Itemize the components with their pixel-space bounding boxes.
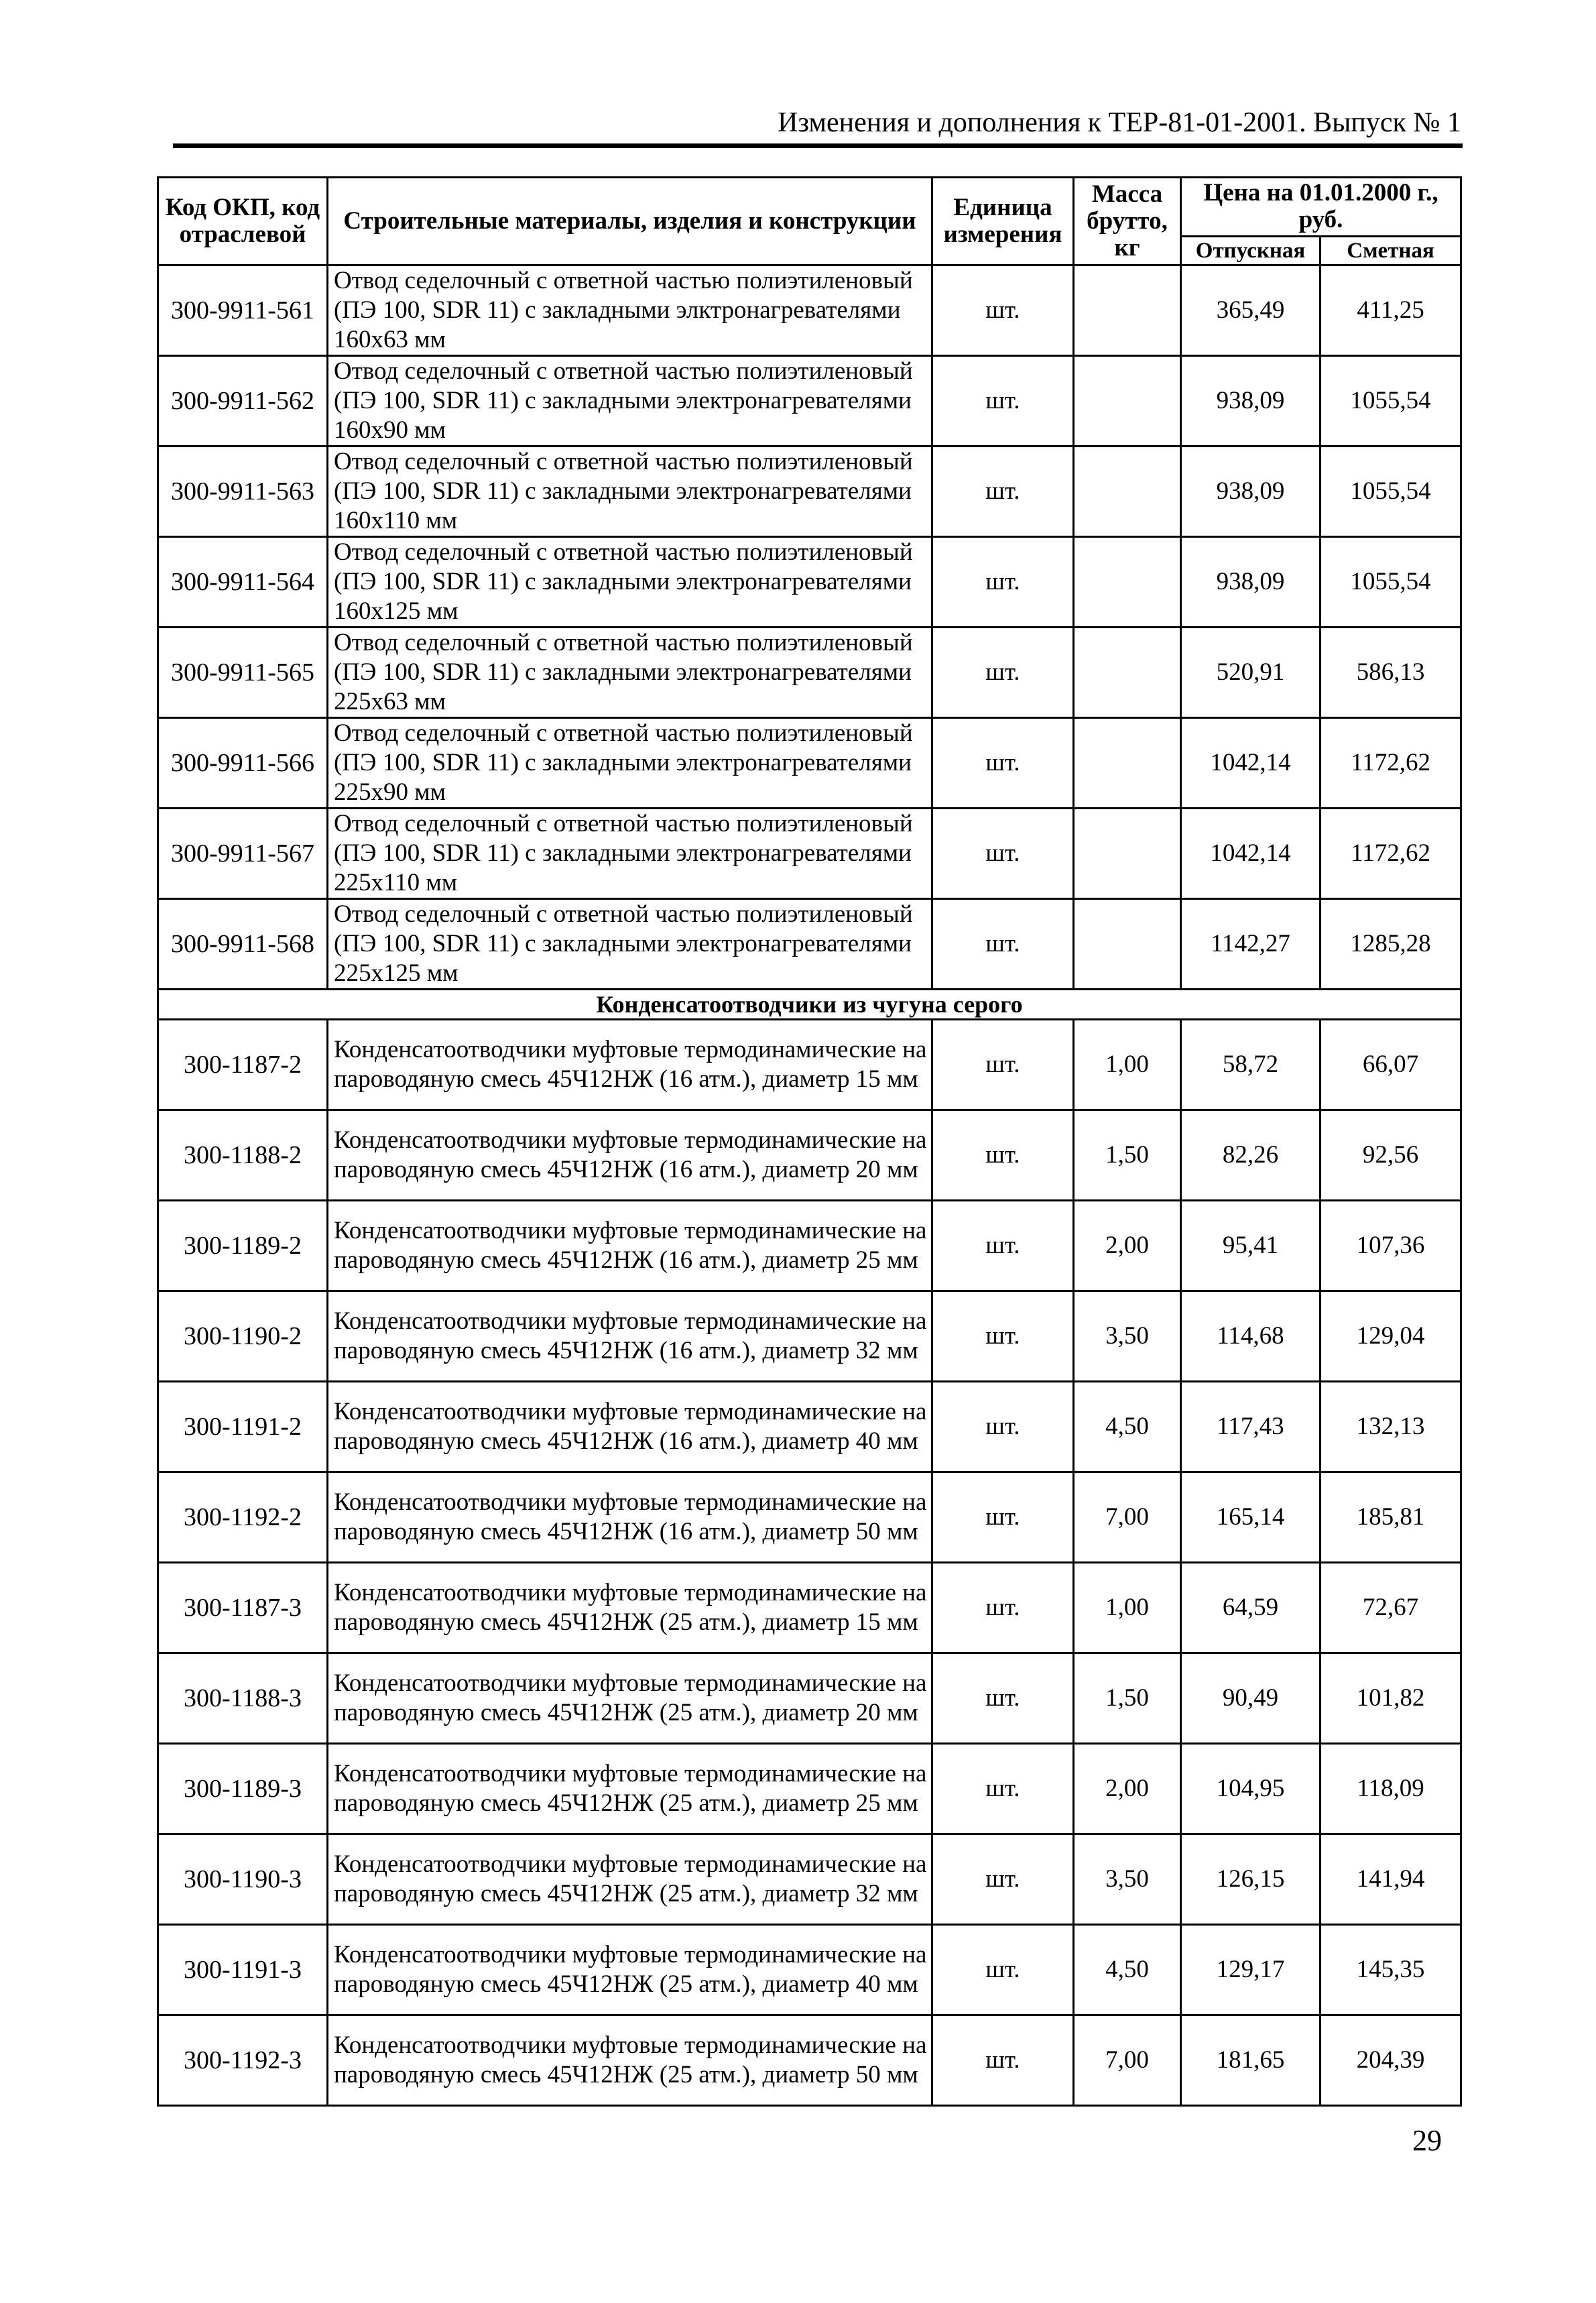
- cell-unit: шт.: [932, 1653, 1074, 1744]
- cell-code: 300-9911-563: [158, 447, 328, 537]
- cell-mass: 4,50: [1074, 1382, 1181, 1472]
- cell-code: 300-9911-564: [158, 537, 328, 628]
- table-row: [158, 1834, 1461, 1925]
- cell-code: 300-1188-2: [158, 1110, 328, 1201]
- table-row: [158, 1201, 1461, 1291]
- cell-mass: [1074, 537, 1181, 628]
- cell-unit: шт.: [932, 1291, 1074, 1382]
- cell-price-release: 126,15: [1181, 1834, 1321, 1925]
- cell-mass: 1,50: [1074, 1110, 1181, 1201]
- cell-code: 300-1189-3: [158, 1744, 328, 1834]
- cell-code: 300-9911-567: [158, 809, 328, 899]
- section-row: [158, 990, 1461, 1020]
- cell-mass: [1074, 447, 1181, 537]
- cell-unit: шт.: [932, 1925, 1074, 2015]
- cell-code: 300-1191-3: [158, 1925, 328, 2015]
- cell-code: 300-1187-3: [158, 1563, 328, 1653]
- cell-mass: 7,00: [1074, 2015, 1181, 2106]
- cell-name: Конденсатоотводчики муфтовые термодинамические на пароводяную смесь 45Ч12НЖ (16 атм.), диаметр 50 мм: [328, 1472, 932, 1563]
- col-header-price-group: Цена на 01.01.2000 г., руб.: [1181, 178, 1461, 237]
- table-row: [158, 537, 1461, 628]
- cell-code: 300-9911-561: [158, 265, 328, 356]
- cell-unit: шт.: [932, 356, 1074, 447]
- cell-mass: [1074, 265, 1181, 356]
- cell-name: Конденсатоотводчики муфтовые термодинамические на пароводяную смесь 45Ч12НЖ (16 атм.), диаметр 15 мм: [328, 1020, 932, 1110]
- cell-code: 300-9911-566: [158, 718, 328, 809]
- table-body-group1: [158, 265, 1461, 990]
- cell-price-estimate: 92,56: [1321, 1110, 1461, 1201]
- table-row: [158, 356, 1461, 447]
- cell-price-release: 181,65: [1181, 2015, 1321, 2106]
- cell-price-release: 114,68: [1181, 1291, 1321, 1382]
- cell-price-release: 58,72: [1181, 1020, 1321, 1110]
- cell-name: Отвод седелочный с ответной частью полиэтиленовый (ПЭ 100, SDR 11) с закладными электронагревателями 160х90 мм: [328, 356, 932, 447]
- cell-name: Конденсатоотводчики муфтовые термодинамические на пароводяную смесь 45Ч12НЖ (16 атм.), диаметр 40 мм: [328, 1382, 932, 1472]
- cell-unit: шт.: [932, 809, 1074, 899]
- cell-unit: шт.: [932, 718, 1074, 809]
- cell-unit: шт.: [932, 628, 1074, 718]
- cell-price-release: 938,09: [1181, 356, 1321, 447]
- cell-price-release: 1042,14: [1181, 809, 1321, 899]
- cell-unit: шт.: [932, 1382, 1074, 1472]
- cell-unit: шт.: [932, 537, 1074, 628]
- cell-code: 300-1187-2: [158, 1020, 328, 1110]
- cell-unit: шт.: [932, 899, 1074, 990]
- cell-name: Конденсатоотводчики муфтовые термодинамические на пароводяную смесь 45Ч12НЖ (25 атм.), диаметр 25 мм: [328, 1744, 932, 1834]
- table-row: [158, 1020, 1461, 1110]
- cell-name: Отвод седелочный с ответной частью полиэтиленовый (ПЭ 100, SDR 11) с закладными электронагревателями 225х63 мм: [328, 628, 932, 718]
- cell-price-estimate: 1055,54: [1321, 537, 1461, 628]
- cell-price-estimate: 1172,62: [1321, 718, 1461, 809]
- cell-code: 300-1190-3: [158, 1834, 328, 1925]
- table-row: [158, 1925, 1461, 2015]
- cell-mass: 2,00: [1074, 1201, 1181, 1291]
- cell-price-release: 95,41: [1181, 1201, 1321, 1291]
- cell-price-release: 90,49: [1181, 1653, 1321, 1744]
- cell-price-estimate: 185,81: [1321, 1472, 1461, 1563]
- cell-name: Отвод седелочный с ответной частью полиэтиленовый (ПЭ 100, SDR 11) с закладными электронагревателями 225х125 мм: [328, 899, 932, 990]
- cell-price-release: 104,95: [1181, 1744, 1321, 1834]
- header-divider: [173, 143, 1463, 148]
- cell-price-estimate: 1055,54: [1321, 356, 1461, 447]
- col-header-unit: Единица измерения: [932, 178, 1074, 265]
- cell-name: Конденсатоотводчики муфтовые термодинамические на пароводяную смесь 45Ч12НЖ (16 атм.), диаметр 32 мм: [328, 1291, 932, 1382]
- table-row: [158, 1472, 1461, 1563]
- cell-unit: шт.: [932, 265, 1074, 356]
- cell-name: Конденсатоотводчики муфтовые термодинамические на пароводяную смесь 45Ч12НЖ (25 атм.), диаметр 50 мм: [328, 2015, 932, 2106]
- cell-code: 300-9911-568: [158, 899, 328, 990]
- table-row: [158, 1744, 1461, 1834]
- cell-name: Отвод седелочный с ответной частью полиэтиленовый (ПЭ 100, SDR 11) с закладными электронагревателями 160х125 мм: [328, 537, 932, 628]
- cell-mass: [1074, 628, 1181, 718]
- cell-price-release: 365,49: [1181, 265, 1321, 356]
- cell-unit: шт.: [932, 1834, 1074, 1925]
- cell-price-release: 82,26: [1181, 1110, 1321, 1201]
- cell-unit: шт.: [932, 1472, 1074, 1563]
- cell-price-estimate: 107,36: [1321, 1201, 1461, 1291]
- cell-mass: 4,50: [1074, 1925, 1181, 2015]
- cell-unit: шт.: [932, 1020, 1074, 1110]
- cell-mass: [1074, 809, 1181, 899]
- section-title: Конденсатоотводчики из чугуна серого: [158, 990, 1461, 1020]
- cell-price-release: 1042,14: [1181, 718, 1321, 809]
- cell-price-estimate: 141,94: [1321, 1834, 1461, 1925]
- cell-code: 300-1190-2: [158, 1291, 328, 1382]
- cell-code: 300-1192-3: [158, 2015, 328, 2106]
- cell-mass: [1074, 718, 1181, 809]
- cell-name: Конденсатоотводчики муфтовые термодинамические на пароводяную смесь 45Ч12НЖ (25 атм.), диаметр 40 мм: [328, 1925, 932, 2015]
- cell-name: Отвод седелочный с ответной частью полиэтиленовый (ПЭ 100, SDR 11) с закладными элктронагревателями 160х63 мм: [328, 265, 932, 356]
- table-row: [158, 1382, 1461, 1472]
- cell-name: Отвод седелочный с ответной частью полиэтиленовый (ПЭ 100, SDR 11) с закладными электронагревателями 225х110 мм: [328, 809, 932, 899]
- cell-name: Конденсатоотводчики муфтовые термодинамические на пароводяную смесь 45Ч12НЖ (25 атм.), диаметр 20 мм: [328, 1653, 932, 1744]
- cell-name: Отвод седелочный с ответной частью полиэтиленовый (ПЭ 100, SDR 11) с закладными электронагревателями 225х90 мм: [328, 718, 932, 809]
- col-header-name: Строительные материалы, изделия и конструкции: [328, 178, 932, 265]
- cell-code: 300-1189-2: [158, 1201, 328, 1291]
- cell-name: Конденсатоотводчики муфтовые термодинамические на пароводяную смесь 45Ч12НЖ (25 атм.), диаметр 32 мм: [328, 1834, 932, 1925]
- cell-mass: 1,00: [1074, 1020, 1181, 1110]
- cell-unit: шт.: [932, 1201, 1074, 1291]
- price-table: [157, 176, 1462, 2107]
- cell-mass: 7,00: [1074, 1472, 1181, 1563]
- cell-name: Конденсатоотводчики муфтовые термодинамические на пароводяную смесь 45Ч12НЖ (25 атм.), диаметр 15 мм: [328, 1563, 932, 1653]
- cell-price-estimate: 66,07: [1321, 1020, 1461, 1110]
- cell-mass: 3,50: [1074, 1834, 1181, 1925]
- cell-unit: шт.: [932, 1563, 1074, 1653]
- cell-price-release: 520,91: [1181, 628, 1321, 718]
- cell-unit: шт.: [932, 2015, 1074, 2106]
- cell-price-estimate: 132,13: [1321, 1382, 1461, 1472]
- cell-price-release: 1142,27: [1181, 899, 1321, 990]
- cell-code: 300-1188-3: [158, 1653, 328, 1744]
- cell-mass: 2,00: [1074, 1744, 1181, 1834]
- cell-price-estimate: 411,25: [1321, 265, 1461, 356]
- cell-price-estimate: 101,82: [1321, 1653, 1461, 1744]
- table-row: [158, 447, 1461, 537]
- table-row: [158, 1653, 1461, 1744]
- cell-price-release: 165,14: [1181, 1472, 1321, 1563]
- cell-code: 300-9911-562: [158, 356, 328, 447]
- table-row: [158, 899, 1461, 990]
- cell-price-release: 938,09: [1181, 537, 1321, 628]
- col-header-code: Код ОКП, код отраслевой: [158, 178, 328, 265]
- cell-price-estimate: 72,67: [1321, 1563, 1461, 1653]
- table-row: [158, 1291, 1461, 1382]
- cell-price-estimate: 204,39: [1321, 2015, 1461, 2106]
- cell-mass: 3,50: [1074, 1291, 1181, 1382]
- col-header-mass: Масса брутто, кг: [1074, 178, 1181, 265]
- table-section: [158, 990, 1461, 1020]
- cell-price-estimate: 1055,54: [1321, 447, 1461, 537]
- cell-mass: 1,00: [1074, 1563, 1181, 1653]
- cell-mass: [1074, 899, 1181, 990]
- cell-name: Конденсатоотводчики муфтовые термодинамические на пароводяную смесь 45Ч12НЖ (16 атм.), диаметр 20 мм: [328, 1110, 932, 1201]
- table-row: [158, 809, 1461, 899]
- cell-price-release: 64,59: [1181, 1563, 1321, 1653]
- cell-price-estimate: 129,04: [1321, 1291, 1461, 1382]
- col-header-price-release: Отпускная: [1181, 236, 1321, 265]
- cell-unit: шт.: [932, 447, 1074, 537]
- table-body-group2: [158, 1020, 1461, 2106]
- cell-mass: [1074, 356, 1181, 447]
- cell-mass: 1,50: [1074, 1653, 1181, 1744]
- cell-price-estimate: 586,13: [1321, 628, 1461, 718]
- page-number: 29: [1412, 2124, 1442, 2157]
- cell-unit: шт.: [932, 1744, 1074, 1834]
- cell-code: 300-1192-2: [158, 1472, 328, 1563]
- col-header-price-estimate: Сметная: [1321, 236, 1461, 265]
- table-row: [158, 1110, 1461, 1201]
- cell-price-estimate: 118,09: [1321, 1744, 1461, 1834]
- table-header: [158, 178, 1461, 265]
- cell-code: 300-1191-2: [158, 1382, 328, 1472]
- cell-price-estimate: 145,35: [1321, 1925, 1461, 2015]
- cell-price-release: 938,09: [1181, 447, 1321, 537]
- cell-price-estimate: 1285,28: [1321, 899, 1461, 990]
- cell-price-release: 129,17: [1181, 1925, 1321, 2015]
- cell-price-release: 117,43: [1181, 1382, 1321, 1472]
- table-row: [158, 718, 1461, 809]
- table-row: [158, 265, 1461, 356]
- cell-unit: шт.: [932, 1110, 1074, 1201]
- cell-name: Отвод седелочный с ответной частью полиэтиленовый (ПЭ 100, SDR 11) с закладными электронагревателями 160х110 мм: [328, 447, 932, 537]
- cell-price-estimate: 1172,62: [1321, 809, 1461, 899]
- page-header-title: Изменения и дополнения к ТЕР-81-01-2001. Выпуск № 1: [778, 107, 1461, 138]
- table-row: [158, 2015, 1461, 2106]
- table-row: [158, 1563, 1461, 1653]
- cell-code: 300-9911-565: [158, 628, 328, 718]
- table-row: [158, 628, 1461, 718]
- cell-name: Конденсатоотводчики муфтовые термодинамические на пароводяную смесь 45Ч12НЖ (16 атм.), диаметр 25 мм: [328, 1201, 932, 1291]
